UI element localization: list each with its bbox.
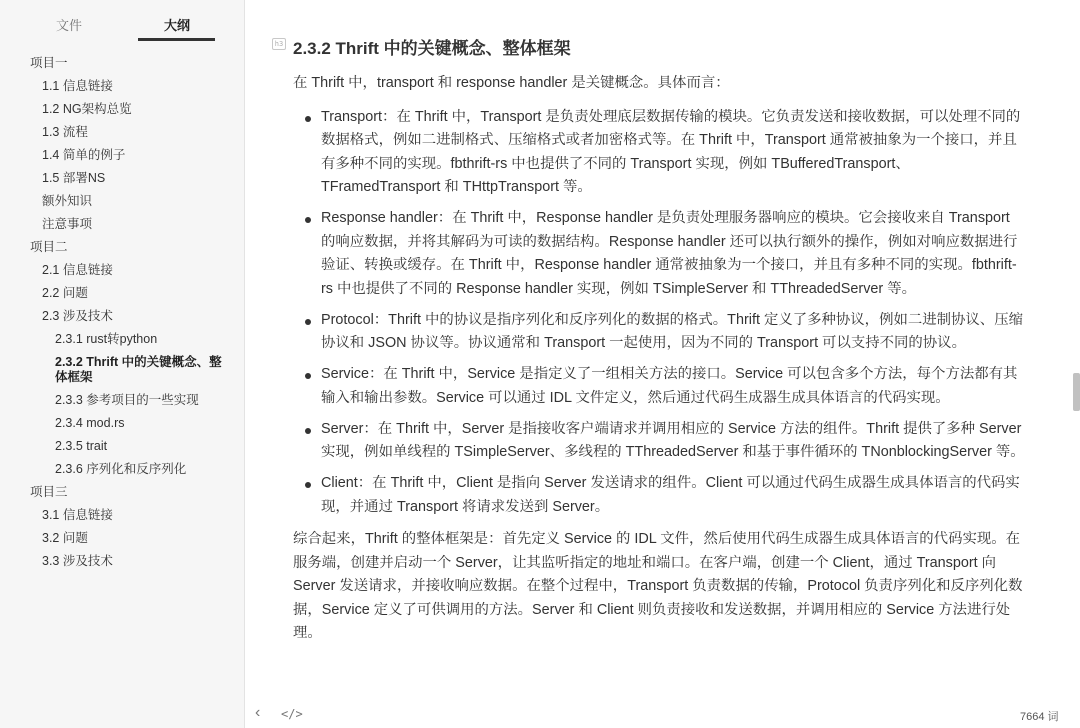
scrollbar-thumb[interactable]	[1073, 373, 1080, 411]
list-item: Response handler：在 Thrift 中，Response handler 是负责处理服务器响应的模块。它会接收来自 Transport 的响应数据，并将其解码为可读的数据结构。Response handler 还可以执行额外的操作，例如对响应数据进行验证、转换或缓存。在 Thrift 中，Response handler 通常被抽象为一个接口，并且有多种不同的实现。fbthrift-rs 中也提供了不同的 Response handler 实现，例如 TSimpleServer 和 TThreadedServer 等。	[293, 207, 1028, 301]
outline-item[interactable]: 3.1 信息链接	[42, 508, 113, 522]
outline-item[interactable]: 1.1 信息链接	[42, 79, 113, 93]
list-item: Client：在 Thrift 中，Client 是指向 Server 发送请求的组件。Client 可以通过代码生成器生成具体语言的代码实现，并通过 Transport 将请求发送到 Server。	[293, 472, 1028, 519]
outline-item[interactable]: 2.3.6 序列化和反序列化	[55, 462, 187, 476]
outline-item[interactable]: 2.3.5 trait	[55, 439, 108, 453]
outline-item[interactable]: 1.3 流程	[42, 125, 88, 139]
intro-paragraph: 在 Thrift 中，transport 和 response handler 是关键概念。具体而言：	[293, 75, 730, 91]
bullet-list	[293, 106, 1028, 520]
document-body	[293, 72, 1028, 646]
outline-item[interactable]: 额外知识	[42, 194, 93, 208]
heading-level-icon: h3	[272, 38, 286, 50]
outline-item[interactable]: 2.3 涉及技术	[42, 309, 113, 323]
tab-files[interactable]: 文件	[56, 18, 83, 33]
outline-item[interactable]: 1.5 部署NS	[42, 171, 106, 185]
outline-item[interactable]: 2.3.4 mod.rs	[55, 416, 125, 430]
status-bar	[246, 700, 1080, 728]
outline-item-active[interactable]: 2.3.2 Thrift 中的关键概念、整体框架	[55, 355, 222, 384]
outline-item[interactable]: 2.1 信息链接	[42, 263, 113, 277]
list-item: Server：在 Thrift 中，Server 是指接收客户端请求并调用相应的 Service 方法的组件。Thrift 提供了多种 Server 实现，例如单线程的 TSimpleServer、多线程的 TThreadedServer 和基于事件循环的 TNonblockingServer 等。	[293, 418, 1028, 465]
word-count: 7664 词	[1020, 711, 1059, 723]
outline-item[interactable]: 3.3 涉及技术	[42, 554, 113, 568]
list-item: Protocol：Thrift 中的协议是指序列化和反序列化的数据的格式。Thrift 定义了多种协议，例如二进制协议、压缩协议和 JSON 协议等。协议通常和 Transport 一起使用，因为不同的 Transport 可以支持不同的协议。	[293, 309, 1028, 356]
outline-item[interactable]: 1.4 简单的例子	[42, 148, 126, 162]
outline-item[interactable]: 2.3.1 rust转python	[55, 332, 158, 346]
code-icon[interactable]: </>	[281, 707, 303, 721]
outline-item[interactable]: 项目三	[30, 485, 68, 499]
chevron-left-icon[interactable]: ‹	[255, 704, 261, 721]
sidebar-tabs	[0, 0, 244, 44]
section-heading: 2.3.2 Thrift 中的关键概念、整体框架	[293, 39, 571, 58]
outline-item[interactable]: 2.2 问题	[42, 286, 88, 300]
outline-list	[0, 52, 245, 573]
active-tab-indicator	[138, 38, 215, 41]
sidebar	[0, 0, 245, 728]
outline-item[interactable]: 1.2 NG架构总览	[42, 102, 132, 116]
outline-item[interactable]: 项目一	[30, 56, 68, 70]
list-item: Transport：在 Thrift 中，Transport 是负责处理底层数据传输的模块。它负责发送和接收数据，可以处理不同的数据格式，例如二进制格式、压缩格式或者加密格式等。在 Thrift 中，Transport 通常被抽象为一个接口，并且有多种不同的实现。fbthrift-rs 中也提供了不同的 Transport 实现，例如 TBufferedTransport、TFramedTransport 和 THttpTransport 等。	[293, 106, 1028, 200]
list-item: Service：在 Thrift 中，Service 是指定义了一组相关方法的接口。Service 可以包含多个方法，每个方法都有其输入和输出参数。Service 可以通过 IDL 文件定义，然后通过代码生成器生成具体语言的代码实现。	[293, 363, 1028, 410]
summary-paragraph: 综合起来，Thrift 的整体框架是：首先定义 Service 的 IDL 文件，然后使用代码生成器生成具体语言的代码实现。在服务端，创建并启动一个 Server，让其监听指定的地址和端口。在客户端，创建一个 Client，通过 Transport 向 Server 发送请求，并接收响应数据。在整个过程中，Transport 负责数据的传输，Protocol 负责序列化和反序列化数据，Service 定义了可供调用的方法。Server 和 Client 则负责接收和发送数据，并调用相应的 Service 方法进行处理。	[293, 531, 1023, 641]
tab-outline[interactable]: 大纲	[164, 18, 191, 33]
outline-item[interactable]: 3.2 问题	[42, 531, 88, 545]
outline-item[interactable]: 2.3.3 参考项目的一些实现	[55, 393, 199, 407]
outline-item[interactable]: 注意事项	[42, 217, 93, 231]
outline-item[interactable]: 项目二	[30, 240, 68, 254]
